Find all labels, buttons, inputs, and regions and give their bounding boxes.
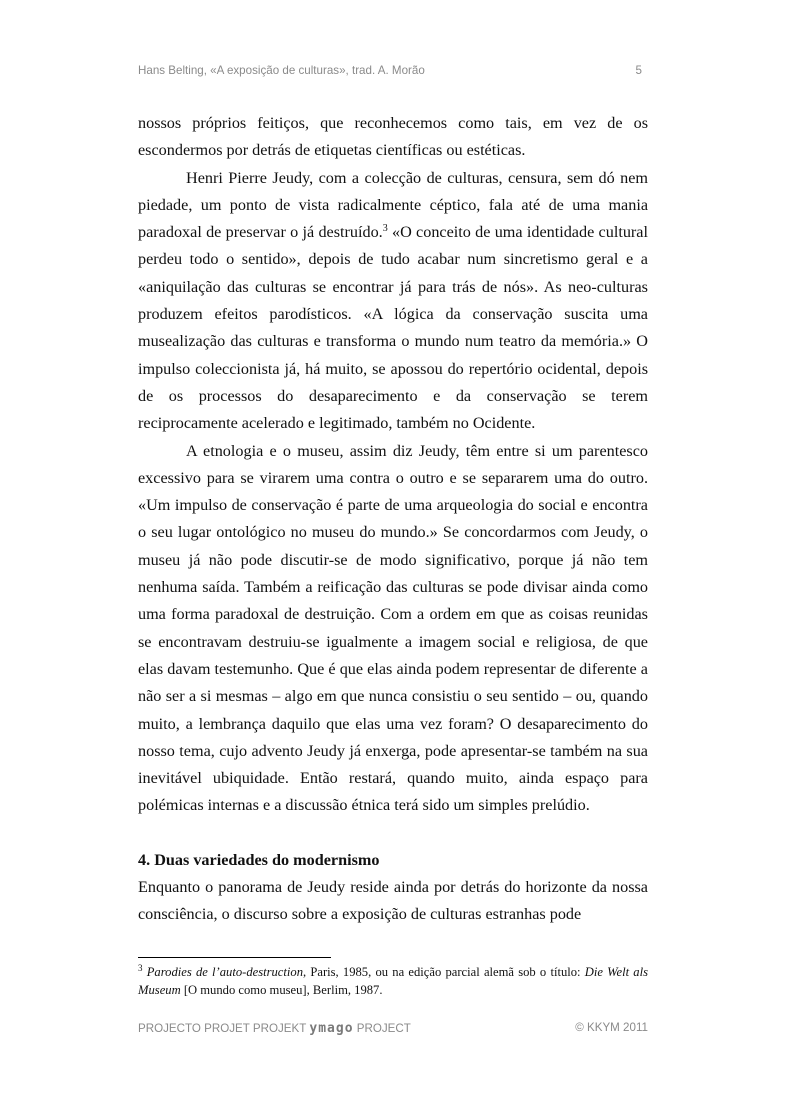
section-heading: 4. Duas variedades do modernismo xyxy=(138,850,380,869)
footnote-reference[interactable]: 3 xyxy=(382,223,388,235)
ymago-logo: ymago xyxy=(309,1021,354,1036)
footer-copyright: © KKYM 2011 xyxy=(575,1021,648,1034)
running-title: Hans Belting, «A exposição de culturas», trad. A. Morão xyxy=(138,64,425,77)
footnote-marker: 3 xyxy=(138,963,143,973)
footnote-title-2: Die Welt als Museum xyxy=(138,965,648,997)
page-number: 5 xyxy=(635,64,642,77)
body-text xyxy=(138,110,648,929)
paragraph-2-part-a: Henri Pierre Jeudy, com a colecção de culturas, censura, sem dó nem piedade, um ponto de vista radicalmente céptico, fala até de uma mania paradoxal de preservar o já destruído. xyxy=(138,168,648,242)
footer-project-suffix: PROJECT xyxy=(356,1022,411,1035)
page-header xyxy=(138,64,648,77)
paragraph-2-part-b: «O conceito de uma identidade cultural perdeu todo o sentido», depois de tudo acabar num sincretismo geral e a «aniquilação das culturas se encontrar já para trás de nós». As neo-culturas produzem efeitos parodísticos. «A lógica da conservação suscita uma musealização das culturas e transforma o mundo num teatro da memória.» O impulso coleccionista já, há muito, se apossou do repertório ocidental, depois de os processos do desaparecimento e da conservação se terem reciprocamente acelerado e legitimado, também no Ocidente. xyxy=(138,223,648,433)
paragraph-2 xyxy=(138,165,648,438)
paragraph-3: A etnologia e o museu, assim diz Jeudy, têm entre si um parentesco excessivo para se virarem uma contra o outro e se separarem uma do outro. «Um impulso de conservação é parte de uma arqueologia do social e encontra o seu lugar ontológico no museu do mundo.» Se concordarmos com Jeudy, o museu já não pode discutir-se de modo significativo, porque já não tem nenhuma saída. Também a reificação das culturas se pode divisar ainda como uma forma paradoxal de destruição. Com a ordem em que as coisas reunidas se encontravam destruiu-se igualmente a imagem social e religiosa, de que elas davam testemunho. Que é que elas ainda podem representar de diferente a não ser a si mesmas – algo em que nunca consistiu o seu sentido – ou, quando muito, a lembrança daquilo que elas uma vez foram? O desaparecimento do nosso tema, cujo advento Jeudy já enxerga, pode apresentar-se também na sua inevitável ubiquidade. Então restará, quando muito, ainda espaço para polémicas internas e a discussão étnica terá sido um simples prelúdio. xyxy=(138,441,648,815)
paragraph-4: Enquanto o panorama de Jeudy reside ainda por detrás do horizonte da nossa consciência, o discurso sobre a exposição de culturas estranhas pode xyxy=(138,878,648,924)
footnote-text-end: [O mundo como museu], Berlim, 1987. xyxy=(180,982,383,997)
footnote-divider xyxy=(138,957,331,958)
footnote-text-mid: , Paris, 1985, ou na edição parcial alemã sob o título: xyxy=(303,965,585,979)
page-footer xyxy=(138,1021,648,1036)
footer-project-text: PROJECTO PROJET PROJEKT xyxy=(138,1022,307,1035)
footnote-title: Parodies de l’auto-destruction xyxy=(146,965,303,979)
footnote xyxy=(138,964,648,999)
paragraph-1: nossos próprios feitiços, que reconhecemos como tais, em vez de os escondermos por detrás de etiquetas científicas ou estéticas. xyxy=(138,114,648,160)
